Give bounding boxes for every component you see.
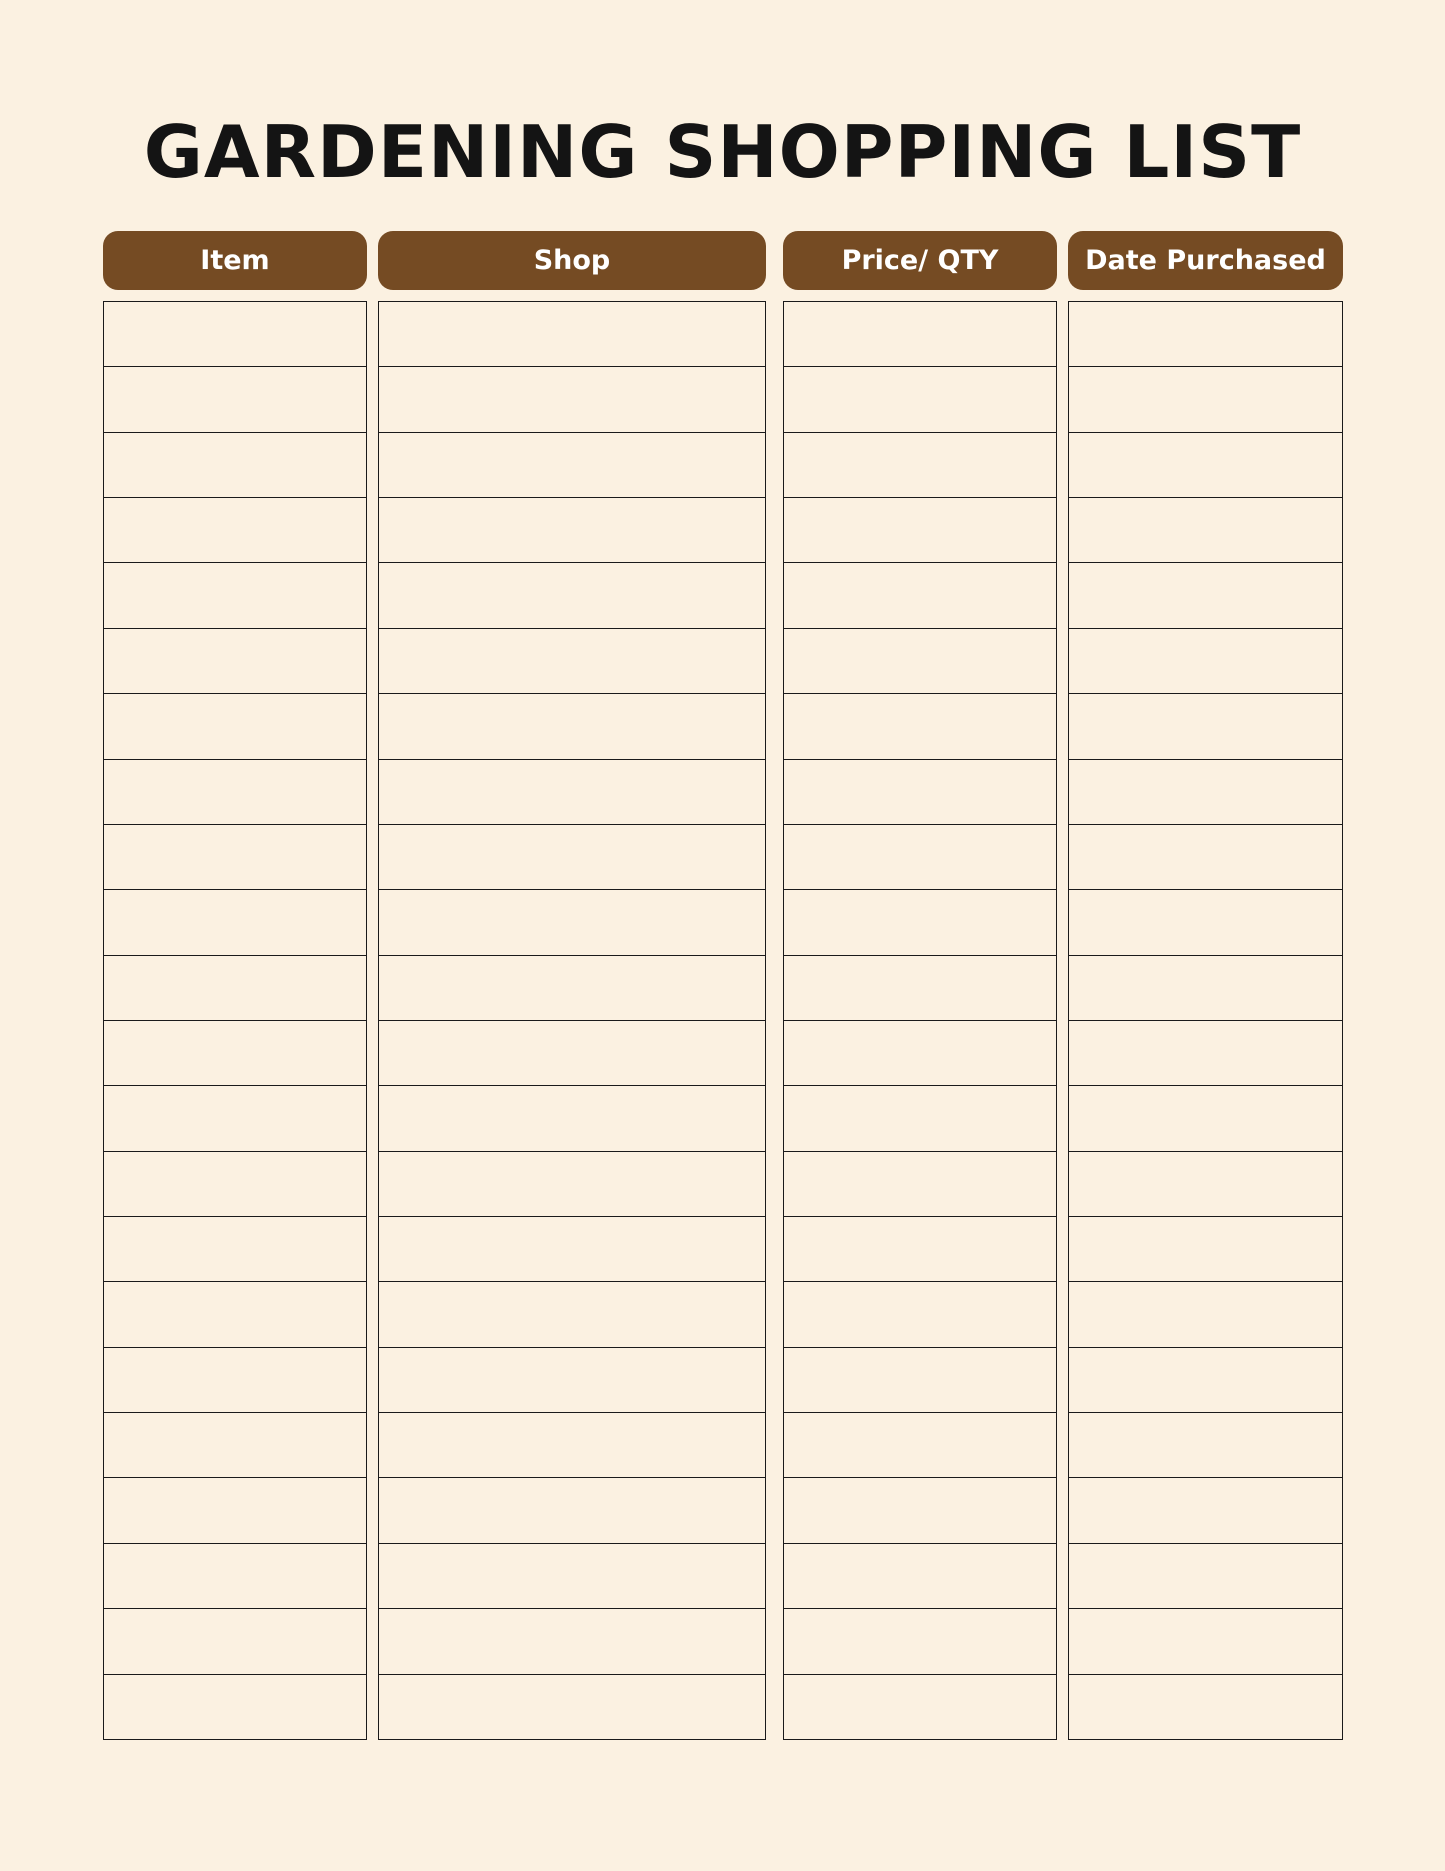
price-qty-cell[interactable] (784, 367, 1056, 432)
item-cell[interactable] (104, 1544, 366, 1609)
shop-cell[interactable] (379, 302, 765, 367)
date-purchased-cell[interactable] (1069, 1086, 1342, 1151)
item-cell[interactable] (104, 1282, 366, 1347)
shop-cell[interactable] (379, 367, 765, 432)
price-qty-cell[interactable] (784, 1544, 1056, 1609)
item-cell[interactable] (104, 1086, 366, 1151)
date-purchased-cell[interactable] (1069, 1478, 1342, 1543)
price-qty-cell[interactable] (784, 1282, 1056, 1347)
price-qty-cell[interactable] (784, 563, 1056, 628)
price-qty-cell[interactable] (784, 1348, 1056, 1413)
item-cell[interactable] (104, 956, 366, 1021)
shop-cell[interactable] (379, 760, 765, 825)
item-cell[interactable] (104, 760, 366, 825)
price-qty-cell[interactable] (784, 956, 1056, 1021)
shop-cell[interactable] (379, 1544, 765, 1609)
shop-cell[interactable] (379, 1348, 765, 1413)
date-purchased-cell[interactable] (1069, 302, 1342, 367)
date-purchased-cell[interactable] (1069, 629, 1342, 694)
price-qty-cell[interactable] (784, 890, 1056, 955)
price-qty-cell[interactable] (784, 1478, 1056, 1543)
shop-cell[interactable] (379, 1086, 765, 1151)
shop-cell[interactable] (379, 825, 765, 890)
column-header-date-purchased: Date Purchased (1068, 231, 1343, 290)
price-qty-column-cells (783, 301, 1057, 1740)
shop-cell[interactable] (379, 433, 765, 498)
price-qty-cell[interactable] (784, 1152, 1056, 1217)
date-purchased-cell[interactable] (1069, 1282, 1342, 1347)
date-purchased-cell[interactable] (1069, 694, 1342, 759)
date-purchased-cell[interactable] (1069, 956, 1342, 1021)
price-qty-cell[interactable] (784, 1086, 1056, 1151)
date-purchased-column-cells (1068, 301, 1343, 1740)
column-header-shop: Shop (378, 231, 766, 290)
item-column-cells (103, 301, 367, 1740)
date-purchased-cell[interactable] (1069, 1544, 1342, 1609)
item-cell[interactable] (104, 1348, 366, 1413)
shop-cell[interactable] (379, 1021, 765, 1086)
date-purchased-cell[interactable] (1069, 1217, 1342, 1282)
item-cell[interactable] (104, 890, 366, 955)
item-cell[interactable] (104, 302, 366, 367)
date-purchased-cell[interactable] (1069, 760, 1342, 825)
date-purchased-cell[interactable] (1069, 563, 1342, 628)
date-purchased-cell[interactable] (1069, 825, 1342, 890)
item-cell[interactable] (104, 1021, 366, 1086)
item-cell[interactable] (104, 1675, 366, 1739)
shop-cell[interactable] (379, 1675, 765, 1739)
price-qty-cell[interactable] (784, 1021, 1056, 1086)
item-cell[interactable] (104, 694, 366, 759)
shop-cell[interactable] (379, 498, 765, 563)
price-qty-cell[interactable] (784, 498, 1056, 563)
shop-cell[interactable] (379, 629, 765, 694)
item-cell[interactable] (104, 825, 366, 890)
shop-cell[interactable] (379, 1609, 765, 1674)
item-cell[interactable] (104, 1152, 366, 1217)
column-header-price-qty: Price/ QTY (783, 231, 1057, 290)
date-purchased-cell[interactable] (1069, 1021, 1342, 1086)
price-qty-cell[interactable] (784, 1413, 1056, 1478)
shop-cell[interactable] (379, 1413, 765, 1478)
item-cell[interactable] (104, 1217, 366, 1282)
date-purchased-cell[interactable] (1069, 890, 1342, 955)
page-title: GARDENING SHOPPING LIST (143, 110, 1302, 194)
item-cell[interactable] (104, 629, 366, 694)
date-purchased-cell[interactable] (1069, 1609, 1342, 1674)
date-purchased-cell[interactable] (1069, 367, 1342, 432)
item-cell[interactable] (104, 498, 366, 563)
item-cell[interactable] (104, 1413, 366, 1478)
column-header-item: Item (103, 231, 367, 290)
price-qty-cell[interactable] (784, 629, 1056, 694)
price-qty-cell[interactable] (784, 302, 1056, 367)
shop-cell[interactable] (379, 1282, 765, 1347)
price-qty-cell[interactable] (784, 694, 1056, 759)
shop-cell[interactable] (379, 890, 765, 955)
shop-cell[interactable] (379, 1152, 765, 1217)
shop-cell[interactable] (379, 563, 765, 628)
shop-cell[interactable] (379, 694, 765, 759)
shop-cell[interactable] (379, 956, 765, 1021)
item-cell[interactable] (104, 433, 366, 498)
shop-cell[interactable] (379, 1217, 765, 1282)
shop-cell[interactable] (379, 1478, 765, 1543)
date-purchased-cell[interactable] (1069, 433, 1342, 498)
price-qty-cell[interactable] (784, 1609, 1056, 1674)
price-qty-cell[interactable] (784, 825, 1056, 890)
price-qty-cell[interactable] (784, 1217, 1056, 1282)
item-cell[interactable] (104, 1609, 366, 1674)
price-qty-cell[interactable] (784, 433, 1056, 498)
date-purchased-cell[interactable] (1069, 1413, 1342, 1478)
price-qty-cell[interactable] (784, 1675, 1056, 1739)
date-purchased-cell[interactable] (1069, 498, 1342, 563)
date-purchased-cell[interactable] (1069, 1348, 1342, 1413)
price-qty-cell[interactable] (784, 760, 1056, 825)
shop-column-cells (378, 301, 766, 1740)
date-purchased-cell[interactable] (1069, 1152, 1342, 1217)
item-cell[interactable] (104, 563, 366, 628)
date-purchased-cell[interactable] (1069, 1675, 1342, 1739)
item-cell[interactable] (104, 1478, 366, 1543)
item-cell[interactable] (104, 367, 366, 432)
